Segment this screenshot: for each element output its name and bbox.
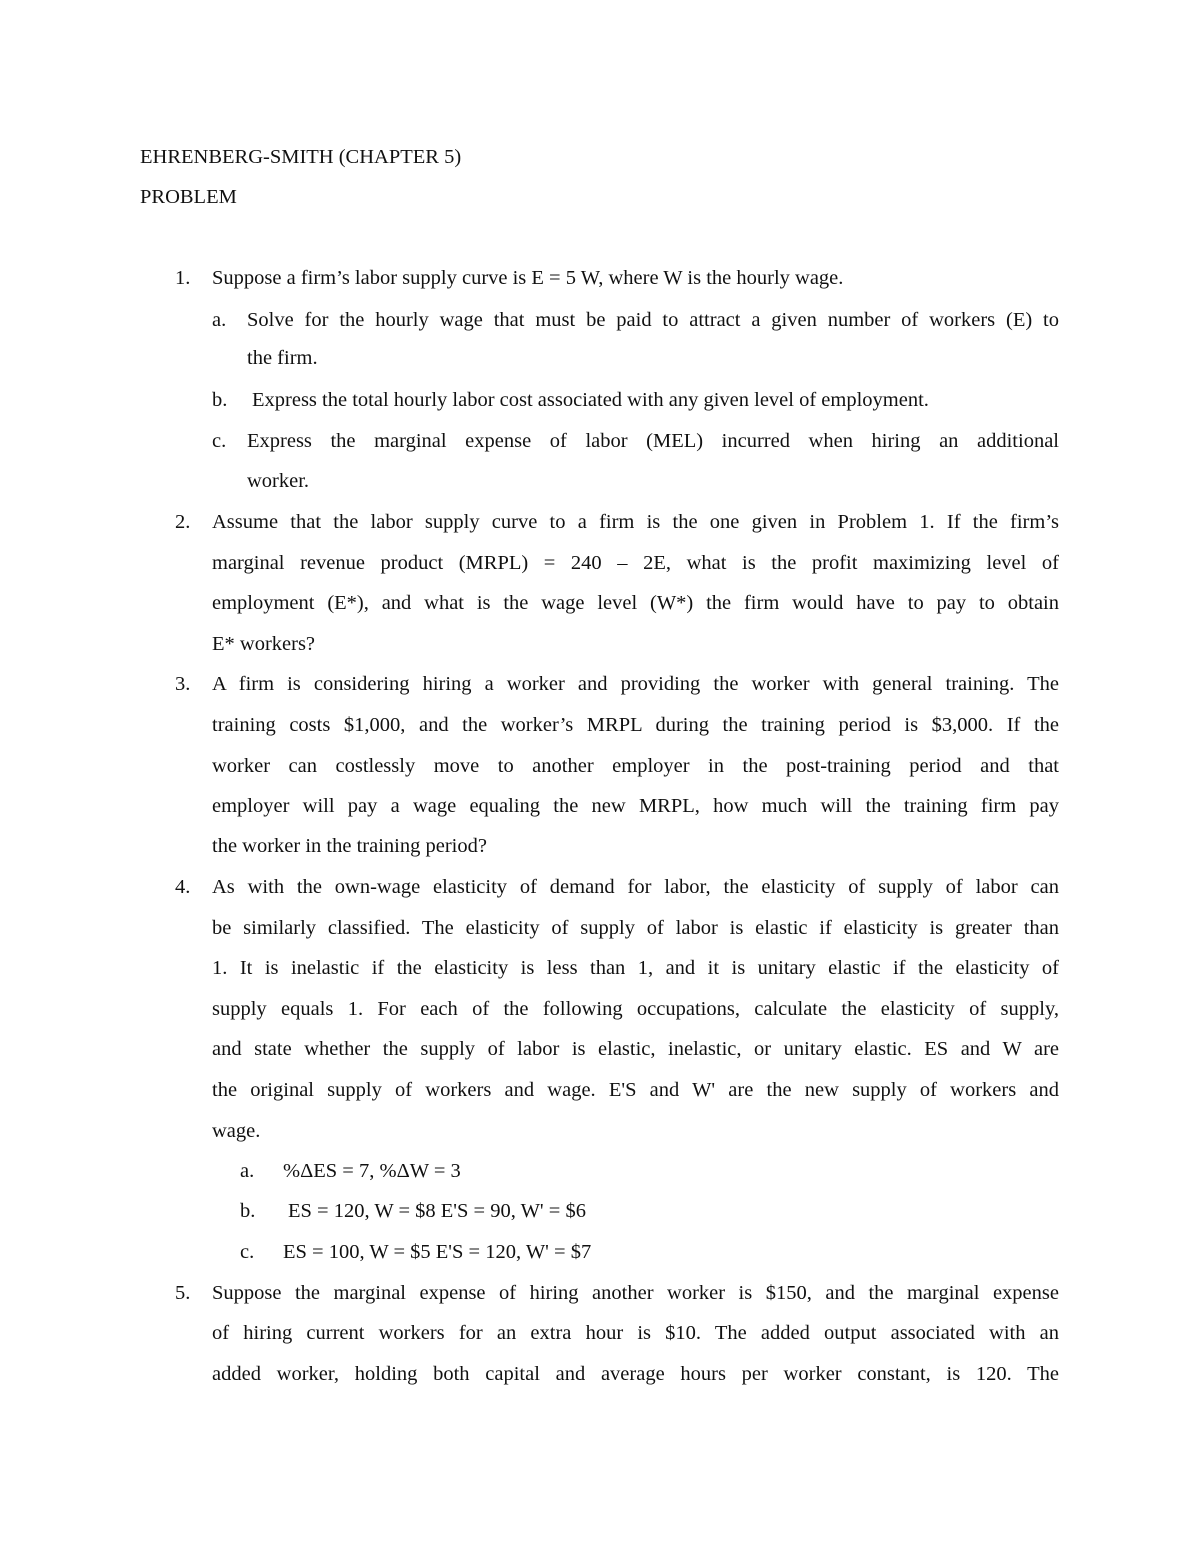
problem-5-text: added worker, holding both capital and average hours per worker constant, is 120. The	[212, 1363, 1059, 1385]
problem-2-text: Assume that the labor supply curve to a firm is the one given in Problem 1. If the firm’s	[212, 511, 1059, 533]
problem-1a-text: Solve for the hourly wage that must be paid to attract a given number of workers (E) to	[247, 309, 1059, 331]
problem-1b-letter: b.	[212, 389, 228, 411]
problem-4a-letter: a.	[240, 1160, 255, 1182]
problem-5-text: Suppose the marginal expense of hiring another worker is $150, and the marginal expense	[212, 1282, 1059, 1304]
problem-4-text: supply equals 1. For each of the following occupations, calculate the elasticity of supply,	[212, 998, 1059, 1020]
problem-4b-letter: b.	[240, 1200, 256, 1222]
problem-2-text: marginal revenue product (MRPL) = 240 – 2E, what is the profit maximizing level of	[212, 552, 1059, 574]
problem-4-text: the original supply of workers and wage. E'S and W' are the new supply of workers and	[212, 1079, 1059, 1101]
problem-1a-text: the firm.	[247, 347, 318, 369]
problem-4c-text: ES = 100, W = $5 E'S = 120, W' = $7	[283, 1241, 592, 1263]
problem-1b-text: Express the total hourly labor cost associated with any given level of employment.	[252, 389, 929, 411]
problem-4a-text: %ΔES = 7, %ΔW = 3	[283, 1160, 461, 1182]
problem-1c-text: worker.	[247, 470, 310, 492]
problem-4-text: wage.	[212, 1120, 261, 1142]
problem-4b-text: ES = 120, W = $8 E'S = 90, W' = $6	[288, 1200, 586, 1222]
document-title: EHRENBERG-SMITH (CHAPTER 5)	[140, 146, 462, 168]
problem-3-text: A firm is considering hiring a worker and providing the worker with general training. The	[212, 673, 1059, 695]
problem-1-text: Suppose a firm’s labor supply curve is E = 5 W, where W is the hourly wage.	[212, 267, 844, 289]
problem-1-number: 1.	[175, 267, 191, 289]
problem-3-text: training costs $1,000, and the worker’s MRPL during the training period is $3,000. If the	[212, 714, 1059, 736]
problem-4-text: be similarly classified. The elasticity of supply of labor is elastic if elasticity is greater than	[212, 917, 1059, 939]
problem-4-number: 4.	[175, 876, 191, 898]
problem-3-number: 3.	[175, 673, 191, 695]
problem-3-text: the worker in the training period?	[212, 835, 487, 857]
problem-1a-letter: a.	[212, 309, 227, 331]
problem-4-text: As with the own-wage elasticity of demand for labor, the elasticity of supply of labor can	[212, 876, 1059, 898]
problem-3-text: worker can costlessly move to another employer in the post-training period and that	[212, 755, 1059, 777]
problem-2-text: employment (E*), and what is the wage level (W*) the firm would have to pay to obtain	[212, 592, 1059, 614]
problem-2-text: E* workers?	[212, 633, 316, 655]
problem-5-number: 5.	[175, 1282, 191, 1304]
problem-4-text: 1. It is inelastic if the elasticity is less than 1, and it is unitary elastic if the elasticity of	[212, 957, 1059, 979]
problem-3-text: employer will pay a wage equaling the new MRPL, how much will the training firm pay	[212, 795, 1059, 817]
problem-1c-text: Express the marginal expense of labor (MEL) incurred when hiring an additional	[247, 430, 1059, 452]
problem-1c-letter: c.	[212, 430, 227, 452]
problem-5-text: of hiring current workers for an extra hour is $10. The added output associated with an	[212, 1322, 1059, 1344]
problem-4-text: and state whether the supply of labor is elastic, inelastic, or unitary elastic. ES and W are	[212, 1038, 1059, 1060]
document-subtitle: PROBLEM	[140, 186, 237, 208]
problem-4c-letter: c.	[240, 1241, 255, 1263]
problem-2-number: 2.	[175, 511, 191, 533]
